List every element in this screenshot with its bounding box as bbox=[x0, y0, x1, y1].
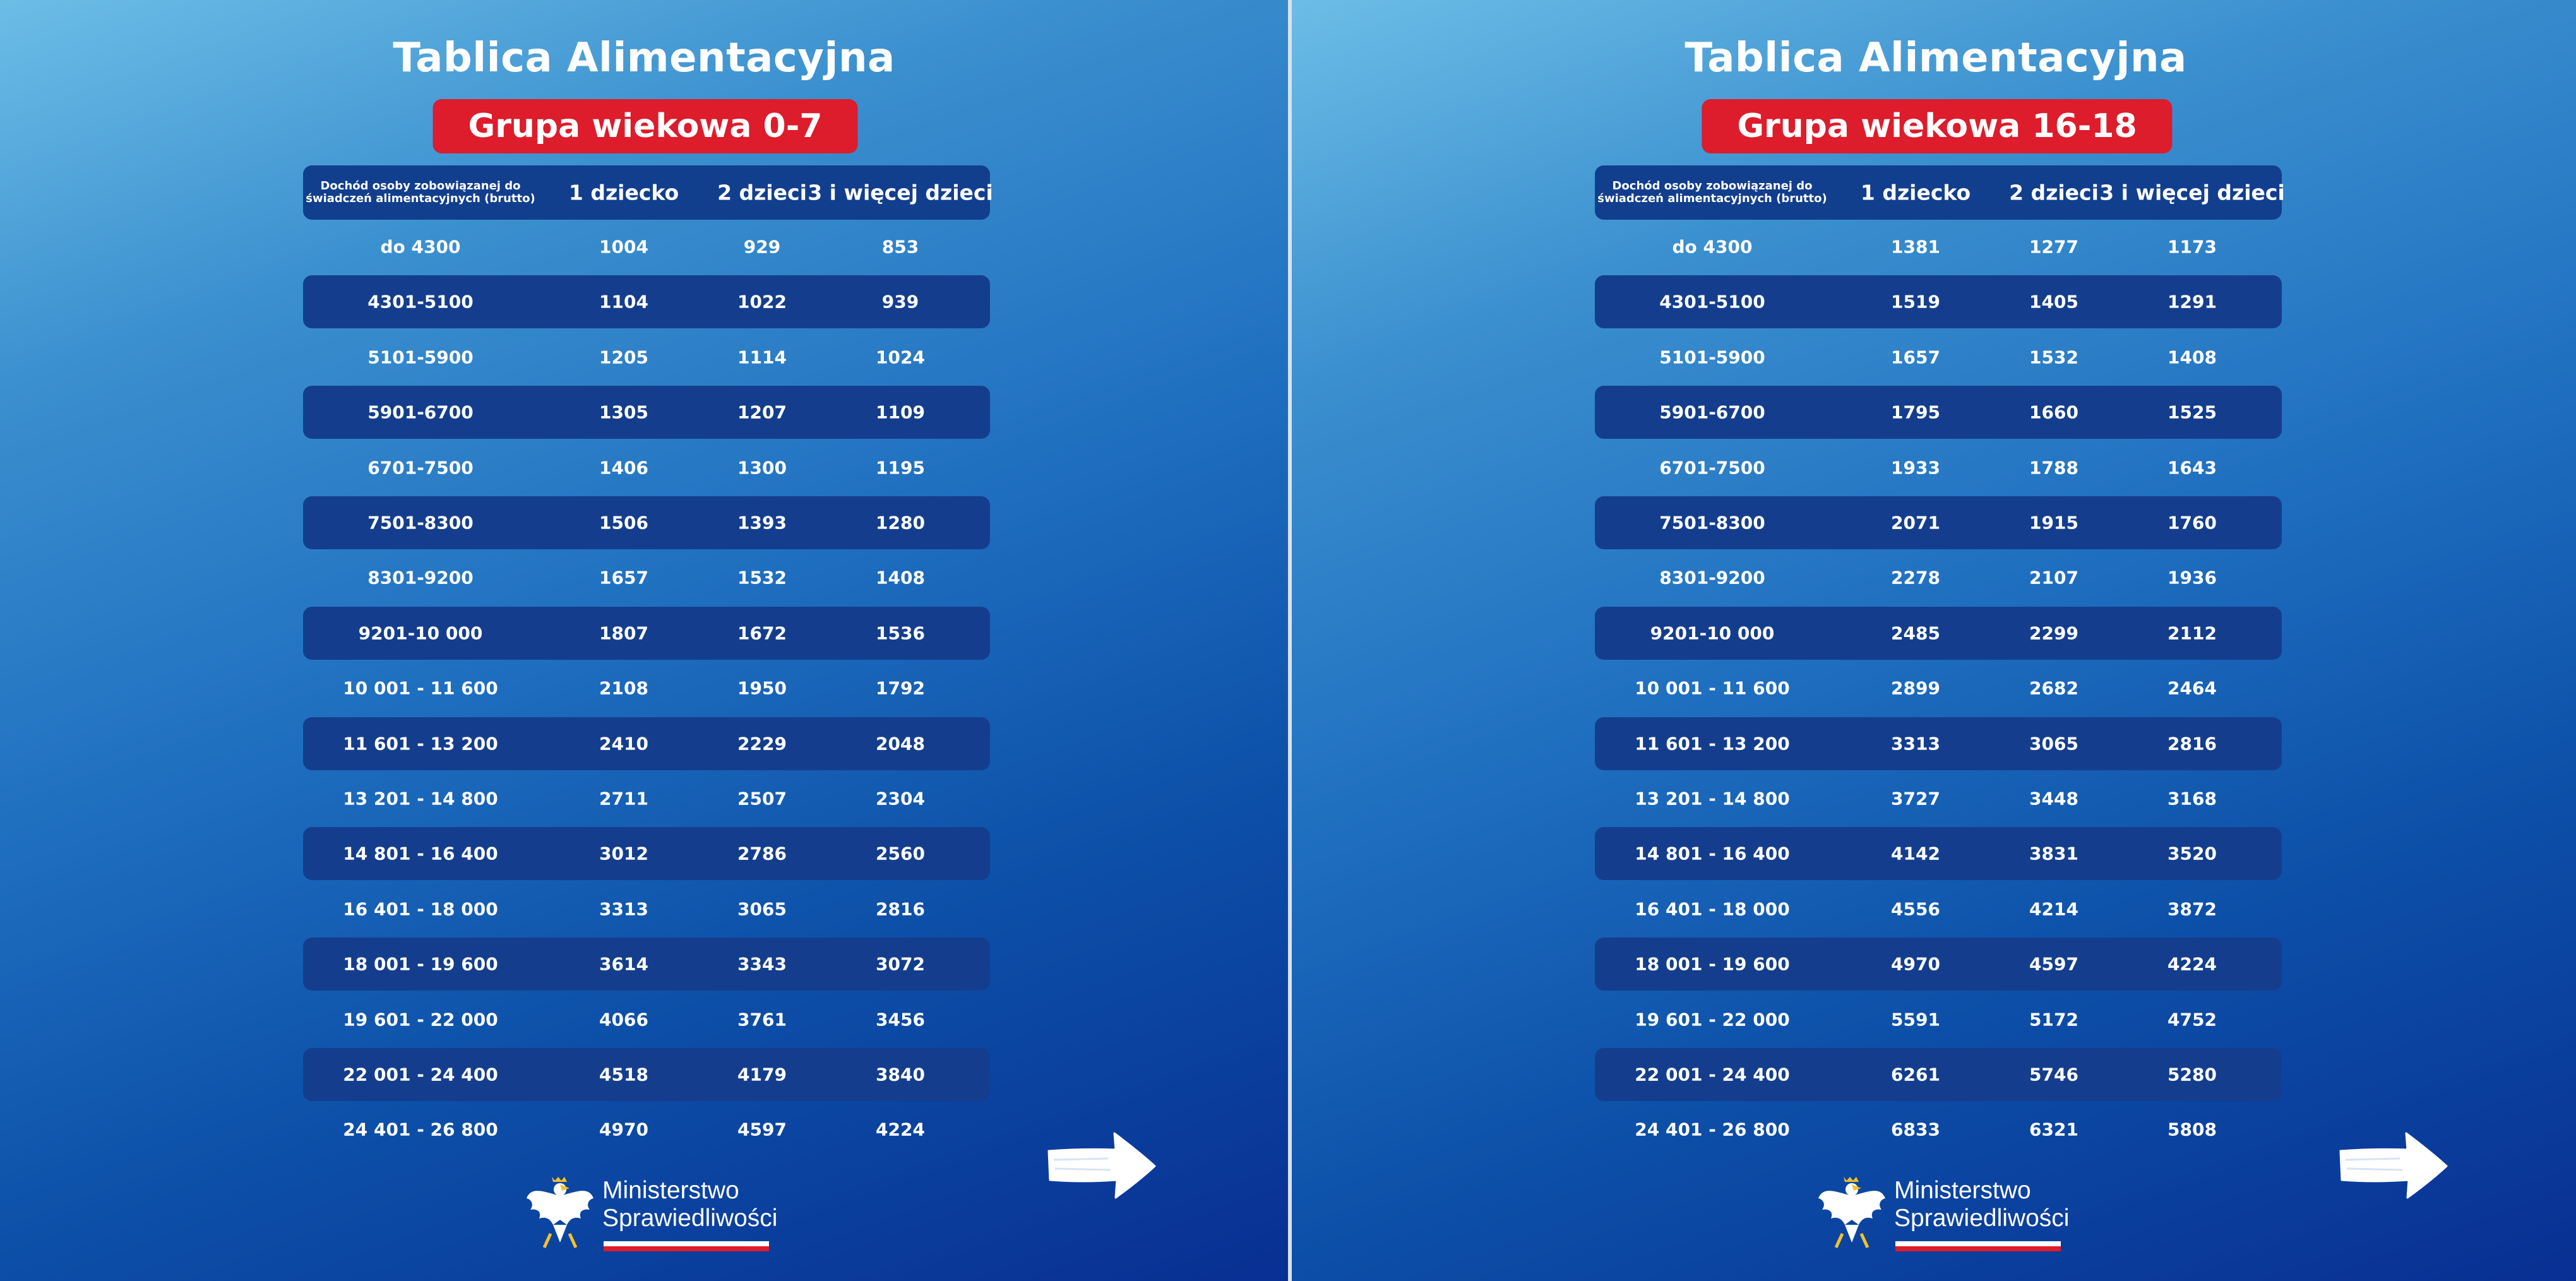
amount-cell: 4597 bbox=[737, 1119, 787, 1140]
amount-cell: 1205 bbox=[599, 347, 648, 368]
income-range-cell: 24 401 - 26 800 bbox=[1635, 1119, 1790, 1140]
children-column-header: 1 dziecko bbox=[1860, 180, 1971, 205]
amount-cell: 2278 bbox=[1891, 567, 1940, 588]
amount-cell: 2682 bbox=[2029, 677, 2078, 699]
amount-cell: 3072 bbox=[876, 953, 925, 975]
amount-cell: 2304 bbox=[876, 788, 925, 809]
amount-cell: 1114 bbox=[737, 347, 787, 368]
income-range-cell: 19 601 - 22 000 bbox=[1635, 1009, 1790, 1030]
amount-cell: 1104 bbox=[599, 291, 648, 313]
amount-cell: 1807 bbox=[599, 623, 648, 644]
table-header bbox=[303, 165, 993, 220]
amount-cell: 1532 bbox=[737, 567, 787, 588]
income-range-cell: 7501-8300 bbox=[367, 512, 474, 533]
amount-cell: 3012 bbox=[599, 843, 648, 864]
amount-cell: 1393 bbox=[737, 512, 787, 533]
amount-cell: 4224 bbox=[876, 1119, 925, 1140]
ministry-name-line1: Ministerstwo bbox=[602, 1177, 739, 1204]
amount-cell: 1406 bbox=[599, 457, 648, 479]
amount-cell: 3831 bbox=[2029, 843, 2078, 864]
amount-cell: 1024 bbox=[876, 347, 925, 368]
income-range-cell: 10 001 - 11 600 bbox=[1635, 677, 1790, 699]
amount-cell: 2899 bbox=[1891, 677, 1940, 699]
amount-cell: 1933 bbox=[1891, 457, 1940, 479]
income-range-cell: 8301-9200 bbox=[1659, 567, 1765, 588]
income-range-cell: 11 601 - 13 200 bbox=[343, 733, 498, 754]
amount-cell: 2816 bbox=[2168, 733, 2217, 754]
income-range-cell: 5101-5900 bbox=[1659, 347, 1765, 368]
amount-cell: 5746 bbox=[2029, 1064, 2078, 1085]
income-range-cell: 4301-5100 bbox=[1659, 291, 1765, 313]
amount-cell: 1207 bbox=[737, 402, 787, 423]
amount-cell: 4752 bbox=[2168, 1009, 2217, 1030]
amount-cell: 1408 bbox=[876, 567, 925, 588]
flag-stripe-red bbox=[1895, 1246, 2061, 1251]
amount-cell: 3614 bbox=[599, 953, 648, 975]
amount-cell: 4970 bbox=[1891, 953, 1940, 975]
age-group-badge: Grupa wiekowa 16-18 bbox=[1702, 99, 2172, 153]
income-range-cell: 6701-7500 bbox=[367, 457, 474, 479]
amount-cell: 1195 bbox=[876, 457, 925, 479]
amount-cell: 929 bbox=[743, 236, 781, 258]
flag-stripe-red bbox=[604, 1246, 769, 1251]
children-column-header: 3 i więcej dzieci bbox=[2099, 180, 2285, 205]
amount-cell: 939 bbox=[881, 291, 919, 313]
income-column-header: Dochód osoby zobowiązanej do świadczeń alimentacyjnych (brutto) bbox=[306, 179, 535, 205]
amount-cell: 3872 bbox=[2168, 898, 2217, 920]
amount-cell: 1532 bbox=[2029, 347, 2078, 368]
amount-cell: 2108 bbox=[599, 677, 648, 699]
income-range-cell: do 4300 bbox=[1672, 236, 1753, 258]
amount-cell: 3313 bbox=[599, 898, 648, 920]
ministry-logo bbox=[1817, 1173, 2070, 1255]
amount-cell: 4066 bbox=[599, 1009, 648, 1030]
amount-cell: 1672 bbox=[737, 623, 787, 644]
income-range-cell: 16 401 - 18 000 bbox=[1635, 898, 1790, 920]
amount-cell: 1277 bbox=[2029, 236, 2078, 258]
amount-cell: 2071 bbox=[1891, 512, 1940, 533]
ministry-logo bbox=[525, 1173, 778, 1255]
amount-cell: 3448 bbox=[2029, 788, 2078, 809]
income-range-cell: 18 001 - 19 600 bbox=[1635, 953, 1790, 975]
polish-eagle-emblem-icon bbox=[525, 1173, 595, 1253]
amount-cell: 1760 bbox=[2168, 512, 2217, 533]
income-range-cell: 13 201 - 14 800 bbox=[1635, 788, 1790, 809]
amount-cell: 1381 bbox=[1891, 236, 1940, 258]
amount-cell: 2507 bbox=[737, 788, 787, 809]
amount-cell: 2816 bbox=[876, 898, 925, 920]
income-range-cell: 13 201 - 14 800 bbox=[343, 788, 498, 809]
amount-cell: 4142 bbox=[1891, 843, 1940, 864]
amount-cell: 1519 bbox=[1891, 291, 1940, 313]
income-range-cell: 22 001 - 24 400 bbox=[1635, 1064, 1790, 1085]
amount-cell: 6321 bbox=[2029, 1119, 2078, 1140]
amount-cell: 1506 bbox=[599, 512, 648, 533]
income-range-cell: 6701-7500 bbox=[1659, 457, 1765, 479]
ministry-name-line1: Ministerstwo bbox=[1894, 1177, 2031, 1204]
ministry-name-line2: Sprawiedliwości bbox=[1894, 1205, 2070, 1232]
amount-cell: 6833 bbox=[1891, 1119, 1940, 1140]
amount-cell: 1305 bbox=[599, 402, 648, 423]
amount-cell: 1643 bbox=[2168, 457, 2217, 479]
amount-cell: 5808 bbox=[2168, 1119, 2217, 1140]
amount-cell: 1795 bbox=[1891, 402, 1940, 423]
income-range-cell: 9201-10 000 bbox=[358, 623, 483, 644]
right-arrow-icon[interactable] bbox=[2337, 1127, 2450, 1205]
flag-stripe-white bbox=[1895, 1241, 2061, 1246]
amount-cell: 3456 bbox=[876, 1009, 925, 1030]
amount-cell: 2048 bbox=[876, 733, 925, 754]
amount-cell: 1788 bbox=[2029, 457, 2078, 479]
amount-cell: 2229 bbox=[737, 733, 787, 754]
amount-cell: 2560 bbox=[876, 843, 925, 864]
amount-cell: 1915 bbox=[2029, 512, 2078, 533]
amount-cell: 1109 bbox=[876, 402, 925, 423]
amount-cell: 4597 bbox=[2029, 953, 2078, 975]
amount-cell: 1525 bbox=[2168, 402, 2217, 423]
amount-cell: 1536 bbox=[876, 623, 925, 644]
amount-cell: 1408 bbox=[2168, 347, 2217, 368]
amount-cell: 2786 bbox=[737, 843, 787, 864]
panel-age-16-18 bbox=[1292, 0, 2576, 1281]
amount-cell: 6261 bbox=[1891, 1064, 1940, 1085]
table-header bbox=[1595, 165, 2285, 220]
income-range-cell: 7501-8300 bbox=[1659, 512, 1765, 533]
amount-cell: 853 bbox=[881, 236, 919, 258]
income-range-cell: 5101-5900 bbox=[367, 347, 474, 368]
amount-cell: 4179 bbox=[737, 1064, 787, 1085]
income-range-cell: 16 401 - 18 000 bbox=[343, 898, 498, 920]
amount-cell: 1004 bbox=[599, 236, 648, 258]
income-range-cell: 22 001 - 24 400 bbox=[343, 1064, 498, 1085]
amount-cell: 1022 bbox=[737, 291, 787, 313]
amount-cell: 1300 bbox=[737, 457, 787, 479]
amount-cell: 5591 bbox=[1891, 1009, 1940, 1030]
amount-cell: 3727 bbox=[1891, 788, 1940, 809]
amount-cell: 1280 bbox=[876, 512, 925, 533]
amount-cell: 1657 bbox=[1891, 347, 1940, 368]
amount-cell: 4970 bbox=[599, 1119, 648, 1140]
polish-eagle-emblem-icon bbox=[1817, 1173, 1887, 1253]
right-arrow-icon[interactable] bbox=[1045, 1127, 1159, 1205]
flag-stripe-white bbox=[604, 1241, 769, 1246]
amount-cell: 5280 bbox=[2168, 1064, 2217, 1085]
amount-cell: 2410 bbox=[599, 733, 648, 754]
income-range-cell: 9201-10 000 bbox=[1650, 623, 1775, 644]
amount-cell: 3065 bbox=[737, 898, 787, 920]
amount-cell: 2711 bbox=[599, 788, 648, 809]
income-column-header: Dochód osoby zobowiązanej do świadczeń alimentacyjnych (brutto) bbox=[1597, 179, 1827, 205]
income-range-cell: 14 801 - 16 400 bbox=[343, 843, 498, 864]
amount-cell: 1173 bbox=[2168, 236, 2217, 258]
income-range-cell: 14 801 - 16 400 bbox=[1635, 843, 1790, 864]
income-range-cell: 19 601 - 22 000 bbox=[343, 1009, 498, 1030]
amount-cell: 1657 bbox=[599, 567, 648, 588]
amount-cell: 1405 bbox=[2029, 291, 2078, 313]
amount-cell: 3761 bbox=[737, 1009, 787, 1030]
income-range-cell: 18 001 - 19 600 bbox=[343, 953, 498, 975]
amount-cell: 2464 bbox=[2168, 677, 2217, 699]
amount-cell: 1660 bbox=[2029, 402, 2078, 423]
amount-cell: 4556 bbox=[1891, 898, 1940, 920]
children-column-header: 2 dzieci bbox=[717, 180, 807, 205]
income-range-cell: 5901-6700 bbox=[1659, 402, 1765, 423]
amount-cell: 1291 bbox=[2168, 291, 2217, 313]
amount-cell: 1950 bbox=[737, 677, 787, 699]
amount-cell: 2485 bbox=[1891, 623, 1940, 644]
amount-cell: 3065 bbox=[2029, 733, 2078, 754]
income-range-cell: do 4300 bbox=[380, 236, 461, 258]
income-range-cell: 5901-6700 bbox=[367, 402, 474, 423]
amount-cell: 4518 bbox=[599, 1064, 648, 1085]
income-range-cell: 11 601 - 13 200 bbox=[1635, 733, 1790, 754]
age-group-badge: Grupa wiekowa 0-7 bbox=[433, 99, 858, 153]
amount-cell: 1936 bbox=[2168, 567, 2217, 588]
amount-cell: 3168 bbox=[2168, 788, 2217, 809]
page-title: Tablica Alimentacyjna bbox=[1685, 35, 2187, 81]
children-column-header: 1 dziecko bbox=[568, 180, 679, 205]
amount-cell: 3520 bbox=[2168, 843, 2217, 864]
amount-cell: 2112 bbox=[2168, 623, 2217, 644]
amount-cell: 2299 bbox=[2029, 623, 2078, 644]
amount-cell: 1792 bbox=[876, 677, 925, 699]
amount-cell: 2107 bbox=[2029, 567, 2078, 588]
children-column-header: 2 dzieci bbox=[2009, 180, 2099, 205]
income-range-cell: 8301-9200 bbox=[367, 567, 474, 588]
amount-cell: 3343 bbox=[737, 953, 787, 975]
amount-cell: 3840 bbox=[876, 1064, 925, 1085]
ministry-name-line2: Sprawiedliwości bbox=[602, 1205, 778, 1232]
amount-cell: 5172 bbox=[2029, 1009, 2078, 1030]
amount-cell: 4224 bbox=[2168, 953, 2217, 975]
income-range-cell: 4301-5100 bbox=[367, 291, 474, 313]
children-column-header: 3 i więcej dzieci bbox=[808, 180, 993, 205]
amount-cell: 3313 bbox=[1891, 733, 1940, 754]
page-title: Tablica Alimentacyjna bbox=[393, 35, 895, 81]
income-range-cell: 24 401 - 26 800 bbox=[343, 1119, 498, 1140]
amount-cell: 4214 bbox=[2029, 898, 2078, 920]
income-range-cell: 10 001 - 11 600 bbox=[343, 677, 498, 699]
